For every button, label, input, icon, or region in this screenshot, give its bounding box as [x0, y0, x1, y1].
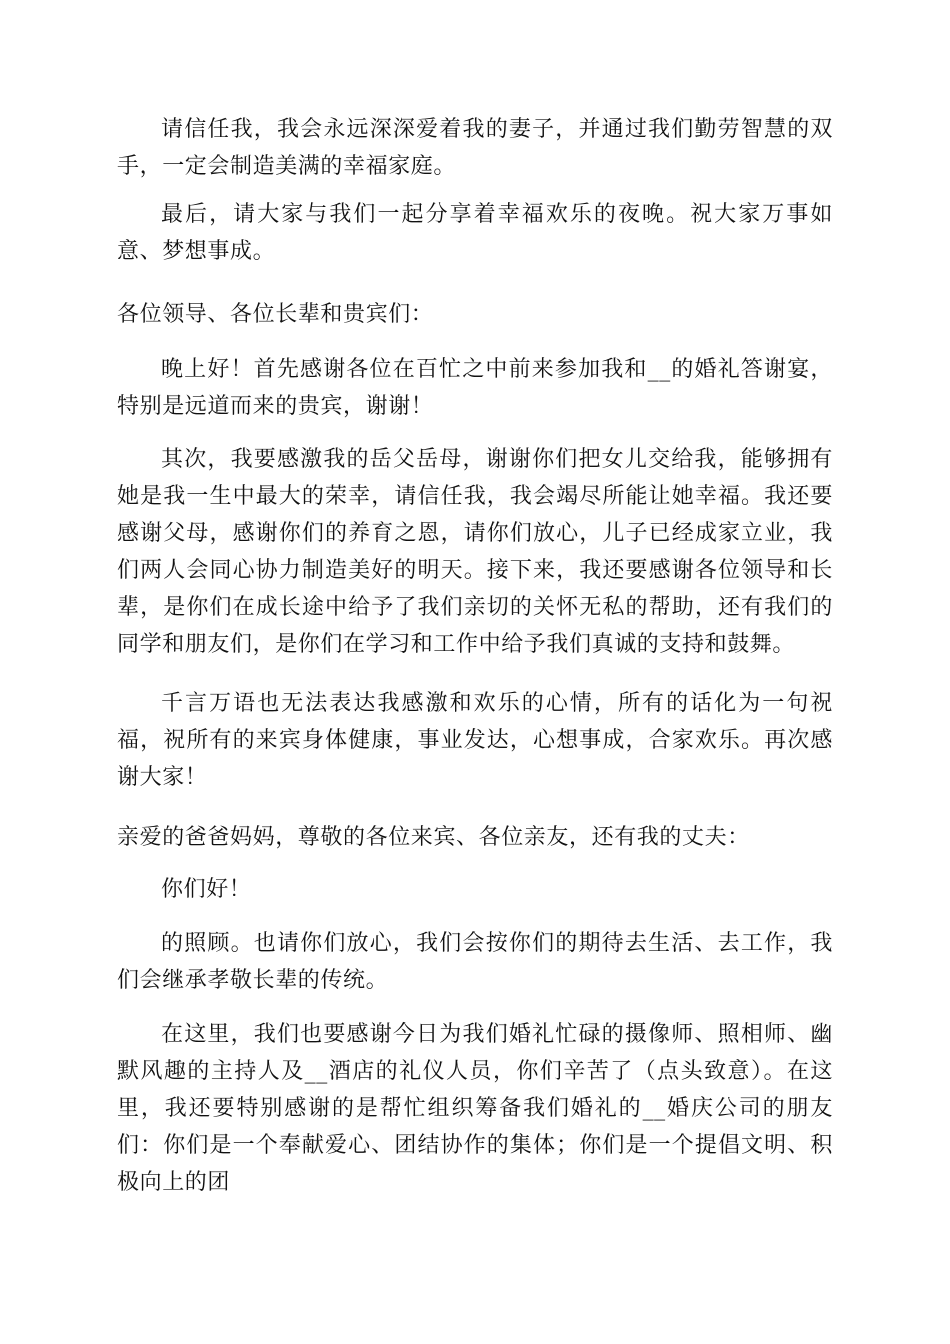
paragraph-hello: 你们好！ [161, 877, 252, 902]
paragraph-care-promise: 的照顾。也请你们放心，我们会按你们的期待去生活、去工作，我们会继承孝敬长辈的传统。 [117, 931, 833, 993]
paragraph-salutation-parents: 亲爱的爸爸妈妈，尊敬的各位来宾、各位亲友，还有我的丈夫： [117, 825, 750, 850]
paragraph-thanks-staff: 在这里，我们也要感谢今日为我们婚礼忙碌的摄像师、照相师、幽默风趣的主持人及__酒店的礼仪人员，你们辛苦了（点头致意）。在这里，我还要特别感谢的是帮忙组织筹备我们婚礼的__婚庆公司的朋友们：你们是一个奉献爱心、团结协作的集体；你们是一个提倡文明、积极向上的团 [117, 1022, 833, 1195]
paragraph-closing-wishes: 最后，请大家与我们一起分享着幸福欢乐的夜晚。祝大家万事如意、梦想事成。 [117, 202, 833, 264]
paragraph-final-blessing: 千言万语也无法表达我感激和欢乐的心情，所有的话化为一句祝福，祝所有的来宾身体健康，事业发达，心想事成，合家欢乐。再次感谢大家！ [117, 691, 833, 790]
paragraph-thanks-parents: 其次，我要感激我的岳父岳母，谢谢你们把女儿交给我，能够拥有她是我一生中最大的荣幸，请信任我，我会竭尽所能让她幸福。我还要感谢父母，感谢你们的养育之恩，请你们放心，儿子已经成家立业，我们两人会同心协力制造美好的明天。接下来，我还要感谢各位领导和长辈，是你们在成长途中给予了我们亲切的关怀无私的帮助，还有我们的同学和朋友们，是你们在学习和工作中给予我们真诚的支持和鼓舞。 [117, 447, 833, 657]
paragraph-trust-promise: 请信任我，我会永远深深爱着我的妻子，并通过我们勤劳智慧的双手，一定会制造美满的幸福家庭。 [117, 117, 833, 179]
paragraph-greeting-thanks: 晚上好！首先感谢各位在百忙之中前来参加我和__的婚礼答谢宴，特别是远道而来的贵宾，谢谢！ [117, 357, 833, 419]
paragraph-salutation-leaders: 各位领导、各位长辈和贵宾们： [117, 302, 434, 327]
